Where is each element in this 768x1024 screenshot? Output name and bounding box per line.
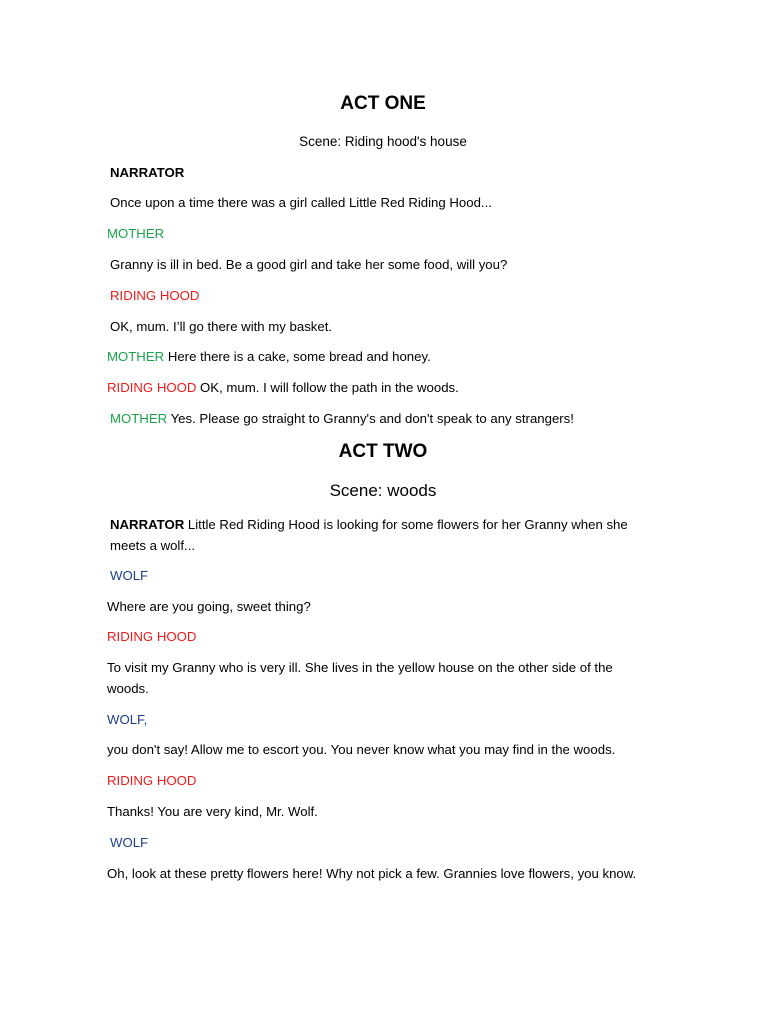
speaker-narrator: NARRATOR (110, 165, 185, 180)
wolf-line: Where are you going, sweet thing? (107, 599, 311, 614)
riding-hood-line: OK, mum. I will follow the path in the woods. (196, 380, 459, 395)
speaker-riding-hood: RIDING HOOD (107, 773, 197, 788)
act-one-scene: Scene: Riding hood's house (299, 134, 467, 149)
mother-line: Granny is ill in bed. Be a good girl and take her some food, will you? (110, 257, 508, 272)
narrator-dialogue (107, 515, 650, 556)
speaker-wolf: WOLF, (107, 712, 148, 727)
riding-hood-line: OK, mum. I’ll go there with my basket. (110, 319, 333, 334)
act-two-scene: Scene: woods (329, 481, 437, 500)
speaker-wolf: WOLF (110, 835, 149, 850)
narrator-label (107, 163, 655, 184)
speaker-narrator: NARRATOR (110, 517, 185, 532)
riding-hood-label (107, 286, 655, 307)
act-two-title: ACT TWO (338, 441, 428, 462)
speaker-mother: MOTHER (107, 226, 165, 241)
riding-hood-label (107, 771, 652, 792)
wolf-label (107, 566, 655, 587)
riding-hood-dialogue (107, 378, 652, 399)
riding-hood-label (107, 627, 652, 648)
wolf-line: Oh, look at these pretty flowers here! Why not pick a few. Grannies love flowers, you know. (107, 866, 637, 881)
wolf-line: you don't say! Allow me to escort you. You never know what you may find in the woods. (107, 742, 616, 757)
speaker-riding-hood: RIDING HOOD (107, 380, 197, 395)
mother-line: Here there is a cake, some bread and honey. (164, 349, 431, 364)
speaker-wolf: WOLF (110, 568, 149, 583)
narrator-line: Once upon a time there was a girl called Little Red Riding Hood... (110, 195, 492, 210)
speaker-mother: MOTHER (110, 411, 168, 426)
riding-hood-line: Thanks! You are very kind, Mr. Wolf. (107, 804, 318, 819)
wolf-label (107, 710, 652, 731)
narrator-line: Little Red Riding Hood is looking for some flowers for her Granny when she meets a wolf... (110, 517, 628, 553)
mother-label (107, 224, 652, 245)
speaker-mother: MOTHER (107, 349, 165, 364)
wolf-label (107, 833, 655, 854)
speaker-riding-hood: RIDING HOOD (110, 288, 200, 303)
mother-dialogue (107, 409, 655, 430)
mother-line: Yes. Please go straight to Granny's and don't speak to any strangers! (167, 411, 574, 426)
mother-dialogue (107, 347, 652, 368)
speaker-riding-hood: RIDING HOOD (107, 629, 197, 644)
act-one-title: ACT ONE (340, 93, 426, 114)
riding-hood-line: To visit my Granny who is very ill. She lives in the yellow house on the other side of the woods. (107, 660, 613, 696)
